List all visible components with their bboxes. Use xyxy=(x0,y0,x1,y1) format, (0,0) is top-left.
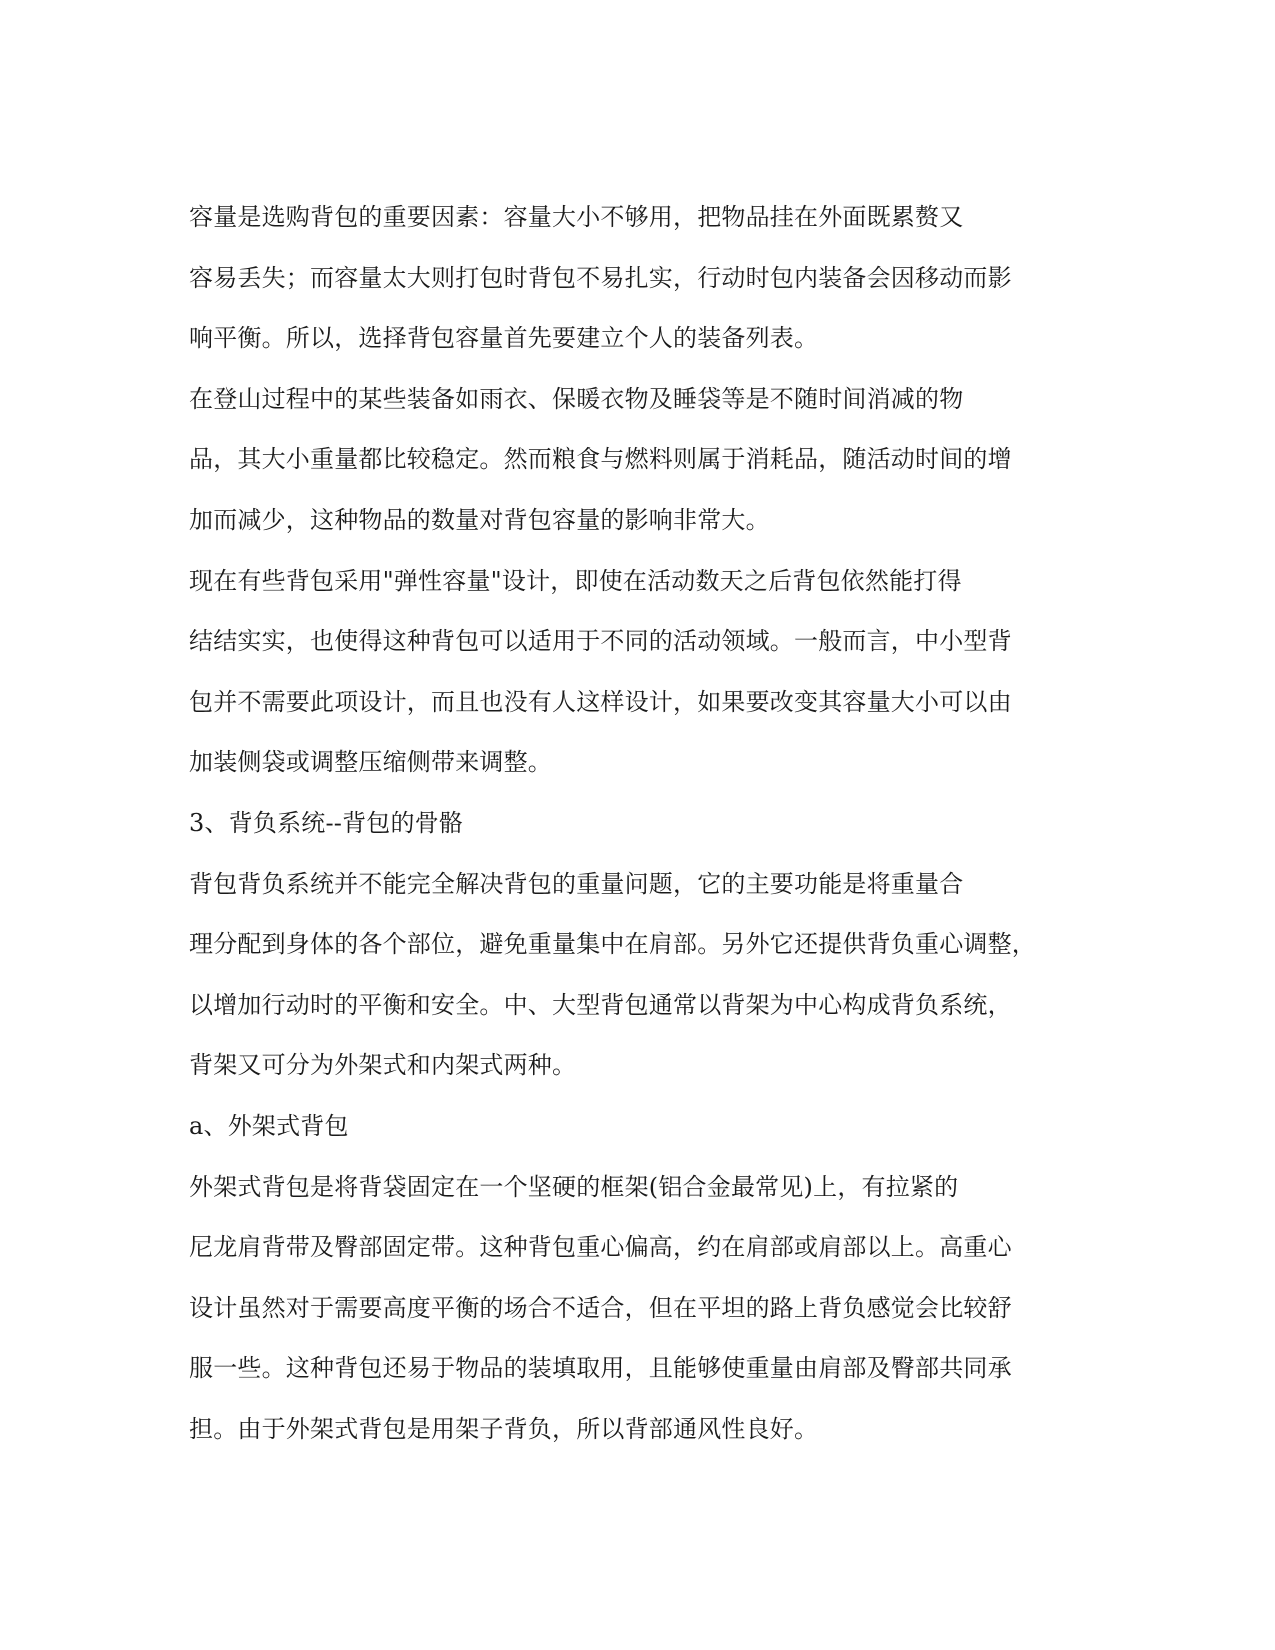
text-line: 包并不需要此项设计，而且也没有人这样设计，如果要改变其容量大小可以由 xyxy=(189,687,1012,716)
text-line: 响平衡。所以，选择背包容量首先要建立个人的装备列表。 xyxy=(189,324,819,353)
subsection-heading: a、外架式背包 xyxy=(189,1111,349,1140)
text-line: 在登山过程中的某些装备如雨衣、保暖衣物及睡袋等是不随时间消减的物 xyxy=(189,384,964,413)
section-heading: 3、背负系统--背包的骨骼 xyxy=(189,808,464,837)
body-text xyxy=(189,200,1069,1472)
text-line: 以增加行动时的平衡和安全。中、大型背包通常以背架为中心构成背负系统， xyxy=(189,990,1012,1019)
text-line: 容量是选购背包的重要因素：容量大小不够用，把物品挂在外面既累赘又 xyxy=(189,203,964,231)
text-line: 结结实实，也使得这种背包可以适用于不同的活动领域。一般而言，中小型背 xyxy=(189,627,1012,656)
text-line: 容易丢失；而容量太大则打包时背包不易扎实，行动时包内装备会因移动而影 xyxy=(189,263,1012,292)
text-line: 服一些。这种背包还易于物品的装填取用，且能够使重量由肩部及臀部共同承 xyxy=(189,1354,1012,1383)
text-line: 现在有些背包采用"弹性容量"设计，即使在活动数天之后背包依然能打得 xyxy=(189,566,962,595)
text-line: 加而减少，这种物品的数量对背包容量的影响非常大。 xyxy=(189,505,770,534)
text-line: 背包背负系统并不能完全解决背包的重量问题，它的主要功能是将重量合 xyxy=(189,869,964,898)
text-line: 担。由于外架式背包是用架子背负，所以背部通风性良好。 xyxy=(189,1414,819,1443)
text-line: 外架式背包是将背袋固定在一个坚硬的框架(铝合金最常见)上，有拉紧的 xyxy=(189,1172,959,1201)
text-line: 设计虽然对于需要高度平衡的场合不适合，但在平坦的路上背负感觉会比较舒 xyxy=(189,1293,1012,1322)
text-line: 尼龙肩背带及臀部固定带。这种背包重心偏高，约在肩部或肩部以上。高重心 xyxy=(189,1233,1012,1262)
text-line: 理分配到身体的各个部位，避免重量集中在肩部。另外它还提供背负重心调整， xyxy=(189,930,1036,959)
text-line: 加装侧袋或调整压缩侧带来调整。 xyxy=(189,748,552,777)
text-line: 背架又可分为外架式和内架式两种。 xyxy=(189,1051,577,1080)
text-line: 品，其大小重量都比较稳定。然而粮食与燃料则属于消耗品，随活动时间的增 xyxy=(189,445,1012,474)
